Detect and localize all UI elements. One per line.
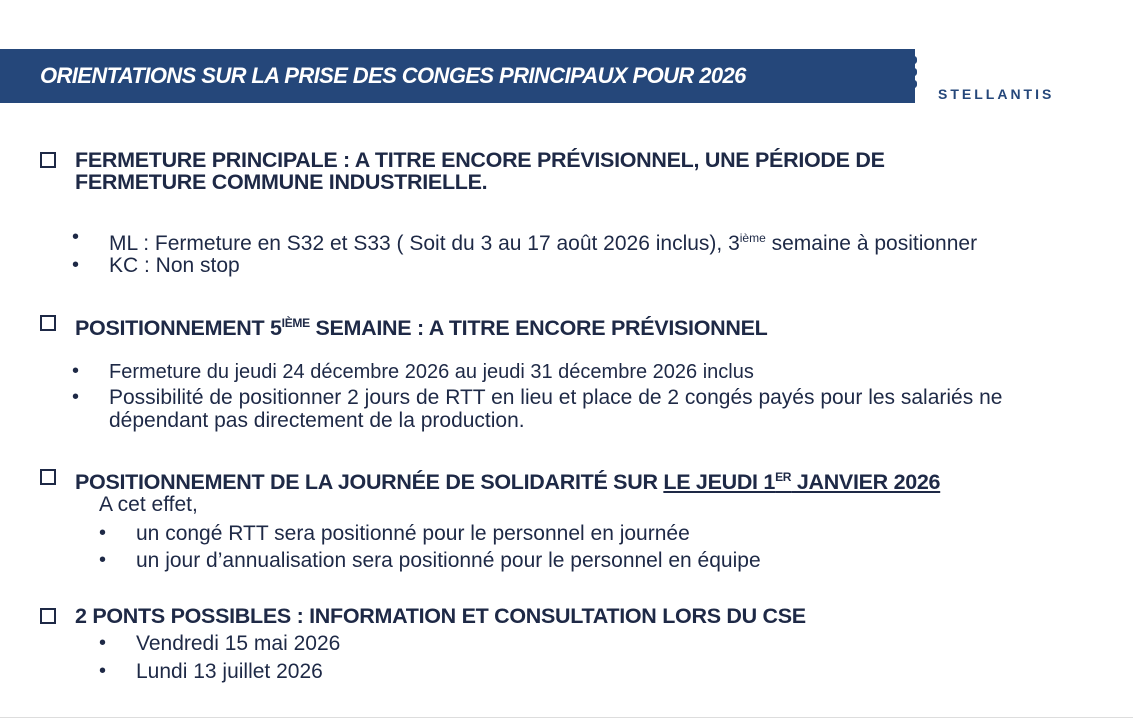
section-heading: POSITIONNEMENT 5IÈME SEMAINE : A TITRE ENCORE PRÉVISIONNEL: [75, 316, 768, 341]
bullet-icon: •: [99, 660, 107, 682]
footer-divider: [0, 717, 1133, 718]
bullet-icon: •: [72, 226, 80, 248]
list-item: Possibilité de positionner 2 jours de RTT en lieu et place de 2 congés payés pour les salariés ne dépendant pas directement de la production.: [109, 386, 1003, 432]
bullet-icon: •: [99, 522, 107, 544]
bullet-icon: •: [99, 632, 107, 654]
bullet-icon: •: [72, 360, 80, 382]
checkbox-bullet-icon: [40, 152, 56, 168]
list-item: Fermeture du jeudi 24 décembre 2026 au jeudi 31 décembre 2026 inclus: [109, 361, 754, 383]
checkbox-bullet-icon: [40, 469, 56, 485]
bullet-icon: •: [72, 254, 80, 276]
page-title: ORIENTATIONS SUR LA PRISE DES CONGES PRINCIPAUX POUR 2026: [40, 63, 746, 88]
list-item: KC : Non stop: [109, 254, 240, 277]
section-heading: POSITIONNEMENT DE LA JOURNÉE DE SOLIDARITÉ SUR LE JEUDI 1ER JANVIER 2026: [75, 470, 941, 495]
list-item: ML : Fermeture en S32 et S33 ( Soit du 3 au 17 août 2026 inclus), 3ième semaine à positionner: [109, 231, 978, 255]
list-item: Lundi 13 juillet 2026: [136, 660, 323, 683]
stellantis-logo: STELLANTIS: [938, 86, 1055, 102]
section-heading: FERMETURE PRINCIPALE : A TITRE ENCORE PRÉVISIONNEL, UNE PÉRIODE DE FERMETURE COMMUNE INDUSTRIELLE.: [75, 148, 885, 194]
title-banner: [0, 49, 915, 103]
list-item: un jour d’annualisation sera positionné pour le personnel en équipe: [136, 549, 761, 572]
checkbox-bullet-icon: [40, 608, 56, 624]
section-heading: 2 PONTS POSSIBLES : INFORMATION ET CONSULTATION LORS DU CSE: [75, 604, 806, 628]
bullet-icon: •: [99, 549, 107, 571]
logo-dots-decoration: [908, 52, 922, 102]
checkbox-bullet-icon: [40, 315, 56, 331]
intro-text: A cet effet,: [99, 493, 198, 516]
list-item: Vendredi 15 mai 2026: [136, 632, 341, 655]
list-item: un congé RTT sera positionné pour le personnel en journée: [136, 522, 690, 545]
bullet-icon: •: [72, 386, 80, 408]
